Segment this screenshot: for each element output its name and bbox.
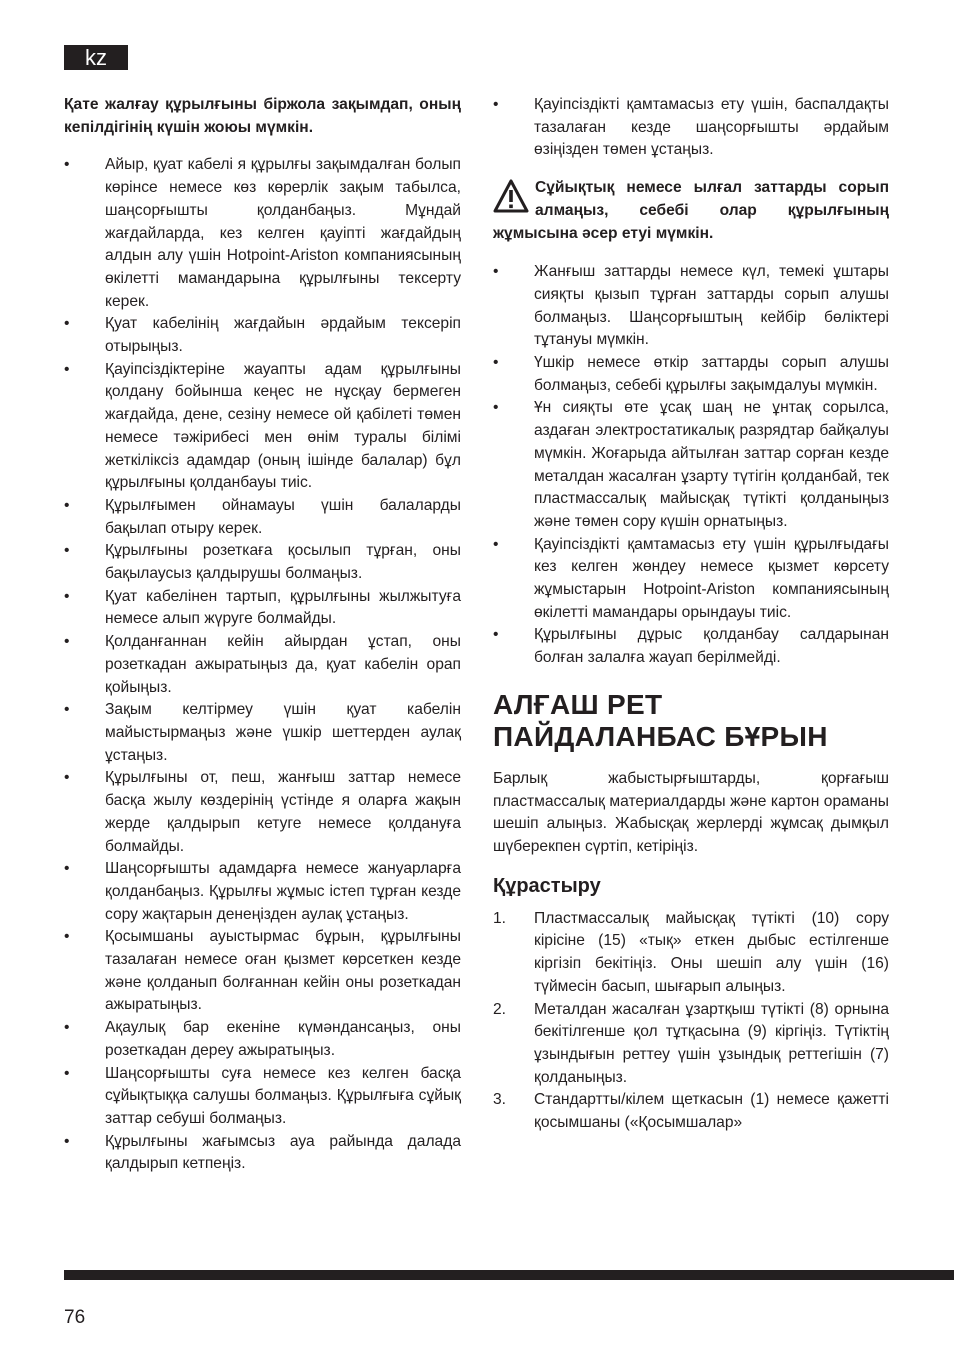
step-number: 1. (493, 909, 507, 927)
hazard-list-item (493, 624, 889, 669)
bullet-icon: • (64, 360, 70, 378)
step-text: Пластмассалық майысқақ түтікті (10) сору кірісіне (15) «тық» еткен дыбыс естілгенше кіргізіп бекітіңіз. Оны шешіп алу үшін (16) түймесін басып, шығарып алыңыз. (534, 909, 889, 995)
bullet-icon: • (64, 860, 70, 878)
safety-list-item (64, 154, 461, 313)
bullet-icon: • (64, 1064, 70, 1082)
list-item-text: Үшкір немесе өткір заттарды сорып алушы болмаңыз, себебі құрылғы зақымдалуы мүмкін. (534, 354, 889, 394)
bullet-icon: • (64, 156, 70, 174)
liquid-warning (493, 177, 889, 245)
bullet-icon: • (64, 769, 70, 787)
safety-list-item (64, 631, 461, 699)
bullet-icon: • (64, 315, 70, 333)
safety-list-item (64, 495, 461, 540)
list-item-text: Ақаулық бар екеніне күмәндансаңыз, оны розеткадан дереу ажыратыңыз. (105, 1019, 461, 1059)
list-item-text: Қауіпсіздіктеріне жауапты адам құрылғыны қолдану бойынша кеңес не нұсқау бермеген жағдайда, дене, сезіну немесе ой қабілеті төмен немесе тәжірибесі мен өнім туралы білімі жеткіліксіз адамдар (оның ішінде балалар) бұл құрылғыны қолданбауы тиіс. (105, 360, 461, 492)
warning-triangle-icon (493, 179, 529, 213)
page-number: 76 (64, 1307, 86, 1328)
safety-list-item (64, 313, 461, 358)
bullet-icon: • (493, 399, 499, 417)
language-tag: kz (64, 45, 128, 70)
connection-warning: Қате жалғау құрылғыны біржола зақымдап, оның кепілдігінің күшін жоюы мүмкін. (64, 96, 461, 136)
bullet-icon: • (64, 587, 70, 605)
hazard-list-item (493, 352, 889, 397)
bullet-icon: • (64, 542, 70, 560)
list-item-text: Құрылғымен ойнамауы үшін балаларды бақылап отыру керек. (105, 496, 461, 537)
list-item-text: Зақым келтірмеу үшін қуат кабелін майыстырмаңыз және үшкір шеттерден аулақ ұстаңыз. (105, 701, 461, 764)
unpacking-paragraph: Барлық жабыстырғыштарды, қорғағыш пластмассалық материалдарды және картон ораманы шешіп алыңыз. Жабысқақ жерлерді жұмсақ дымқыл шүберекпен сүртіп, кетіріңіз. (493, 769, 889, 855)
safety-list-item (64, 1131, 461, 1176)
bullet-icon: • (493, 626, 499, 644)
list-item-text: Қолданғаннан кейін айырдан ұстап, оны розеткадан ажыратыңыз да, қуат кабелін орап қойыңыз. (105, 633, 461, 696)
assembly-steps (493, 908, 889, 1135)
step-number: 2. (493, 1000, 507, 1018)
safety-list-item (64, 699, 461, 767)
right-column (493, 94, 889, 1135)
safety-list-item (64, 1017, 461, 1062)
safety-list-item (64, 586, 461, 631)
bullet-icon: • (64, 1132, 70, 1150)
hazard-list-item (493, 534, 889, 625)
safety-list-item (64, 540, 461, 585)
list-item-text: Қауіпсіздікті қамтамасыз ету үшін құрылғыдағы кез келген жөндеу немесе қызмет көрсету жұмыстарын Hotpoint-Ariston компаниясының өкілетті мамандары орындауы тиіс. (534, 535, 889, 621)
list-item-text: Қауіпсіздікті қамтамасыз ету үшін, баспалдақты тазалаған кезде шаңсорғышты әрдайым өзіңізден төмен ұстаңыз. (534, 96, 889, 159)
safety-bullet-list (64, 154, 461, 1176)
bullet-icon: • (64, 496, 70, 514)
list-item-text: Айыр, қуат кабелі я құрылғы зақымдалған болып көрінсе немесе көз көрерлік зақым табылса, шаңсорғышты қолданбаңыз. Мұндай жағдайларда, кез келген қауіпті жағдайдың алдын алу үшін Hotpoint-Ariston компаниясының өкілетті мамандарына құрылғыны тексерту керек. (105, 156, 461, 310)
bullet-icon: • (64, 701, 70, 719)
list-item-text: Қосымшаны ауыстырмас бұрын, құрылғыны тазалаған немесе оған қызмет көрсеткен кезде және қолданып болғаннан кейін оны розеткадан ажыратыңыз. (105, 928, 461, 1014)
assembly-heading: Құрастыру (493, 874, 601, 897)
bullet-icon: • (493, 535, 499, 553)
step-number: 3. (493, 1091, 507, 1109)
safety-list-item (64, 1063, 461, 1131)
list-item-text: Құрылғыны жағымсыз ауа райында далада қалдырып кетпеңіз. (105, 1132, 461, 1173)
safety-list-item (64, 858, 461, 926)
list-item-text: Шаңсорғышты суға немесе кез келген басқа сұйықтыққа салушы болмаңыз. Құрылғыға сұйық заттар себуші болмаңыз. (105, 1064, 461, 1127)
footer-rule (64, 1270, 954, 1280)
safety-list-item (64, 359, 461, 495)
list-item-text: Құрылғыны розеткаға қосылып тұрған, оны бақылаусыз қалдырушы болмаңыз. (105, 542, 461, 583)
bullet-icon: • (493, 96, 499, 113)
hazard-list-item (493, 261, 889, 352)
list-item-text: Қуат кабелінің жағдайын әрдайым тексеріп отырыңыз. (105, 315, 461, 356)
hazard-bullet-list (493, 261, 889, 670)
liquid-warning-text: Сұйықтық немесе ылғал заттарды сорып алмаңыз, себебі олар құрылғының жұмысына әсер етуі мүмкін. (493, 179, 889, 242)
list-item-text: Шаңсорғышты адамдарға немесе жануарларға қолданбаңыз. Құрылғы жұмыс істеп тұрған кезде сору жақтарын денеңізден аулақ ұстаңыз. (105, 860, 461, 923)
step-text: Металдан жасалған ұзартқыш түтікті (8) орнына бекітілгенше қол тұтқасына (9) кіргіңіз. Түтіктің ұзындығын реттеу үшін ұзындық реттегішін (7) қолданыңыз. (534, 1000, 889, 1086)
bullet-icon: • (493, 263, 499, 281)
assembly-step (493, 999, 889, 1090)
stairs-bullet-list (493, 94, 889, 162)
assembly-step (493, 1089, 889, 1134)
left-column (64, 94, 461, 1176)
bullet-icon: • (493, 354, 499, 372)
list-item-text: Қуат кабелінен тартып, құрылғыны жылжытуға немесе алып жүруге болмайды. (105, 587, 461, 628)
section-heading: АЛҒАШ РЕТ ПАЙДАЛАНБАС БҰРЫН (493, 688, 828, 752)
list-item-text: Құрылғыны дұрыс қолданбау салдарынан болған залалға жауап берілмейді. (534, 626, 889, 667)
step-text: Стандартты/кілем щеткасын (1) немесе қажетті қосымшаны («Қосымшалар» (534, 1091, 889, 1132)
bullet-icon: • (64, 928, 70, 946)
bullet-icon: • (64, 633, 70, 651)
bullet-icon: • (64, 1019, 70, 1037)
safety-list-item (64, 767, 461, 858)
list-item-text: Ұн сияқты өте ұсақ шаң не ұнтақ сорылса, аздаған электростатикалық разрядтар байқалуы мүмкін. Жоғарыда айтылған заттар сорған кезде металдан жасалған ұзарту түтігін қолданбай, тек пластмассалық майысқақ түтікті қолданыңыз және төмен сору күшін орнатыңыз. (534, 399, 889, 530)
safety-list-item (64, 926, 461, 1017)
hazard-list-item (493, 397, 889, 533)
assembly-step (493, 908, 889, 999)
list-item-text: Жанғыш заттарды немесе күл, темекі ұштары сияқты қызып тұрған заттарды сорып алушы болмаңыз. Шаңсорғыштың кейбір бөліктері тұтануы мүмкін. (534, 263, 889, 349)
stairs-list-item (493, 94, 889, 162)
list-item-text: Құрылғыны от, пеш, жанғыш заттар немесе басқа жылу көздерінің үстінде я оларға жақын жерде қалдырып кетуге немесе қолдануға болмайды. (105, 769, 461, 855)
